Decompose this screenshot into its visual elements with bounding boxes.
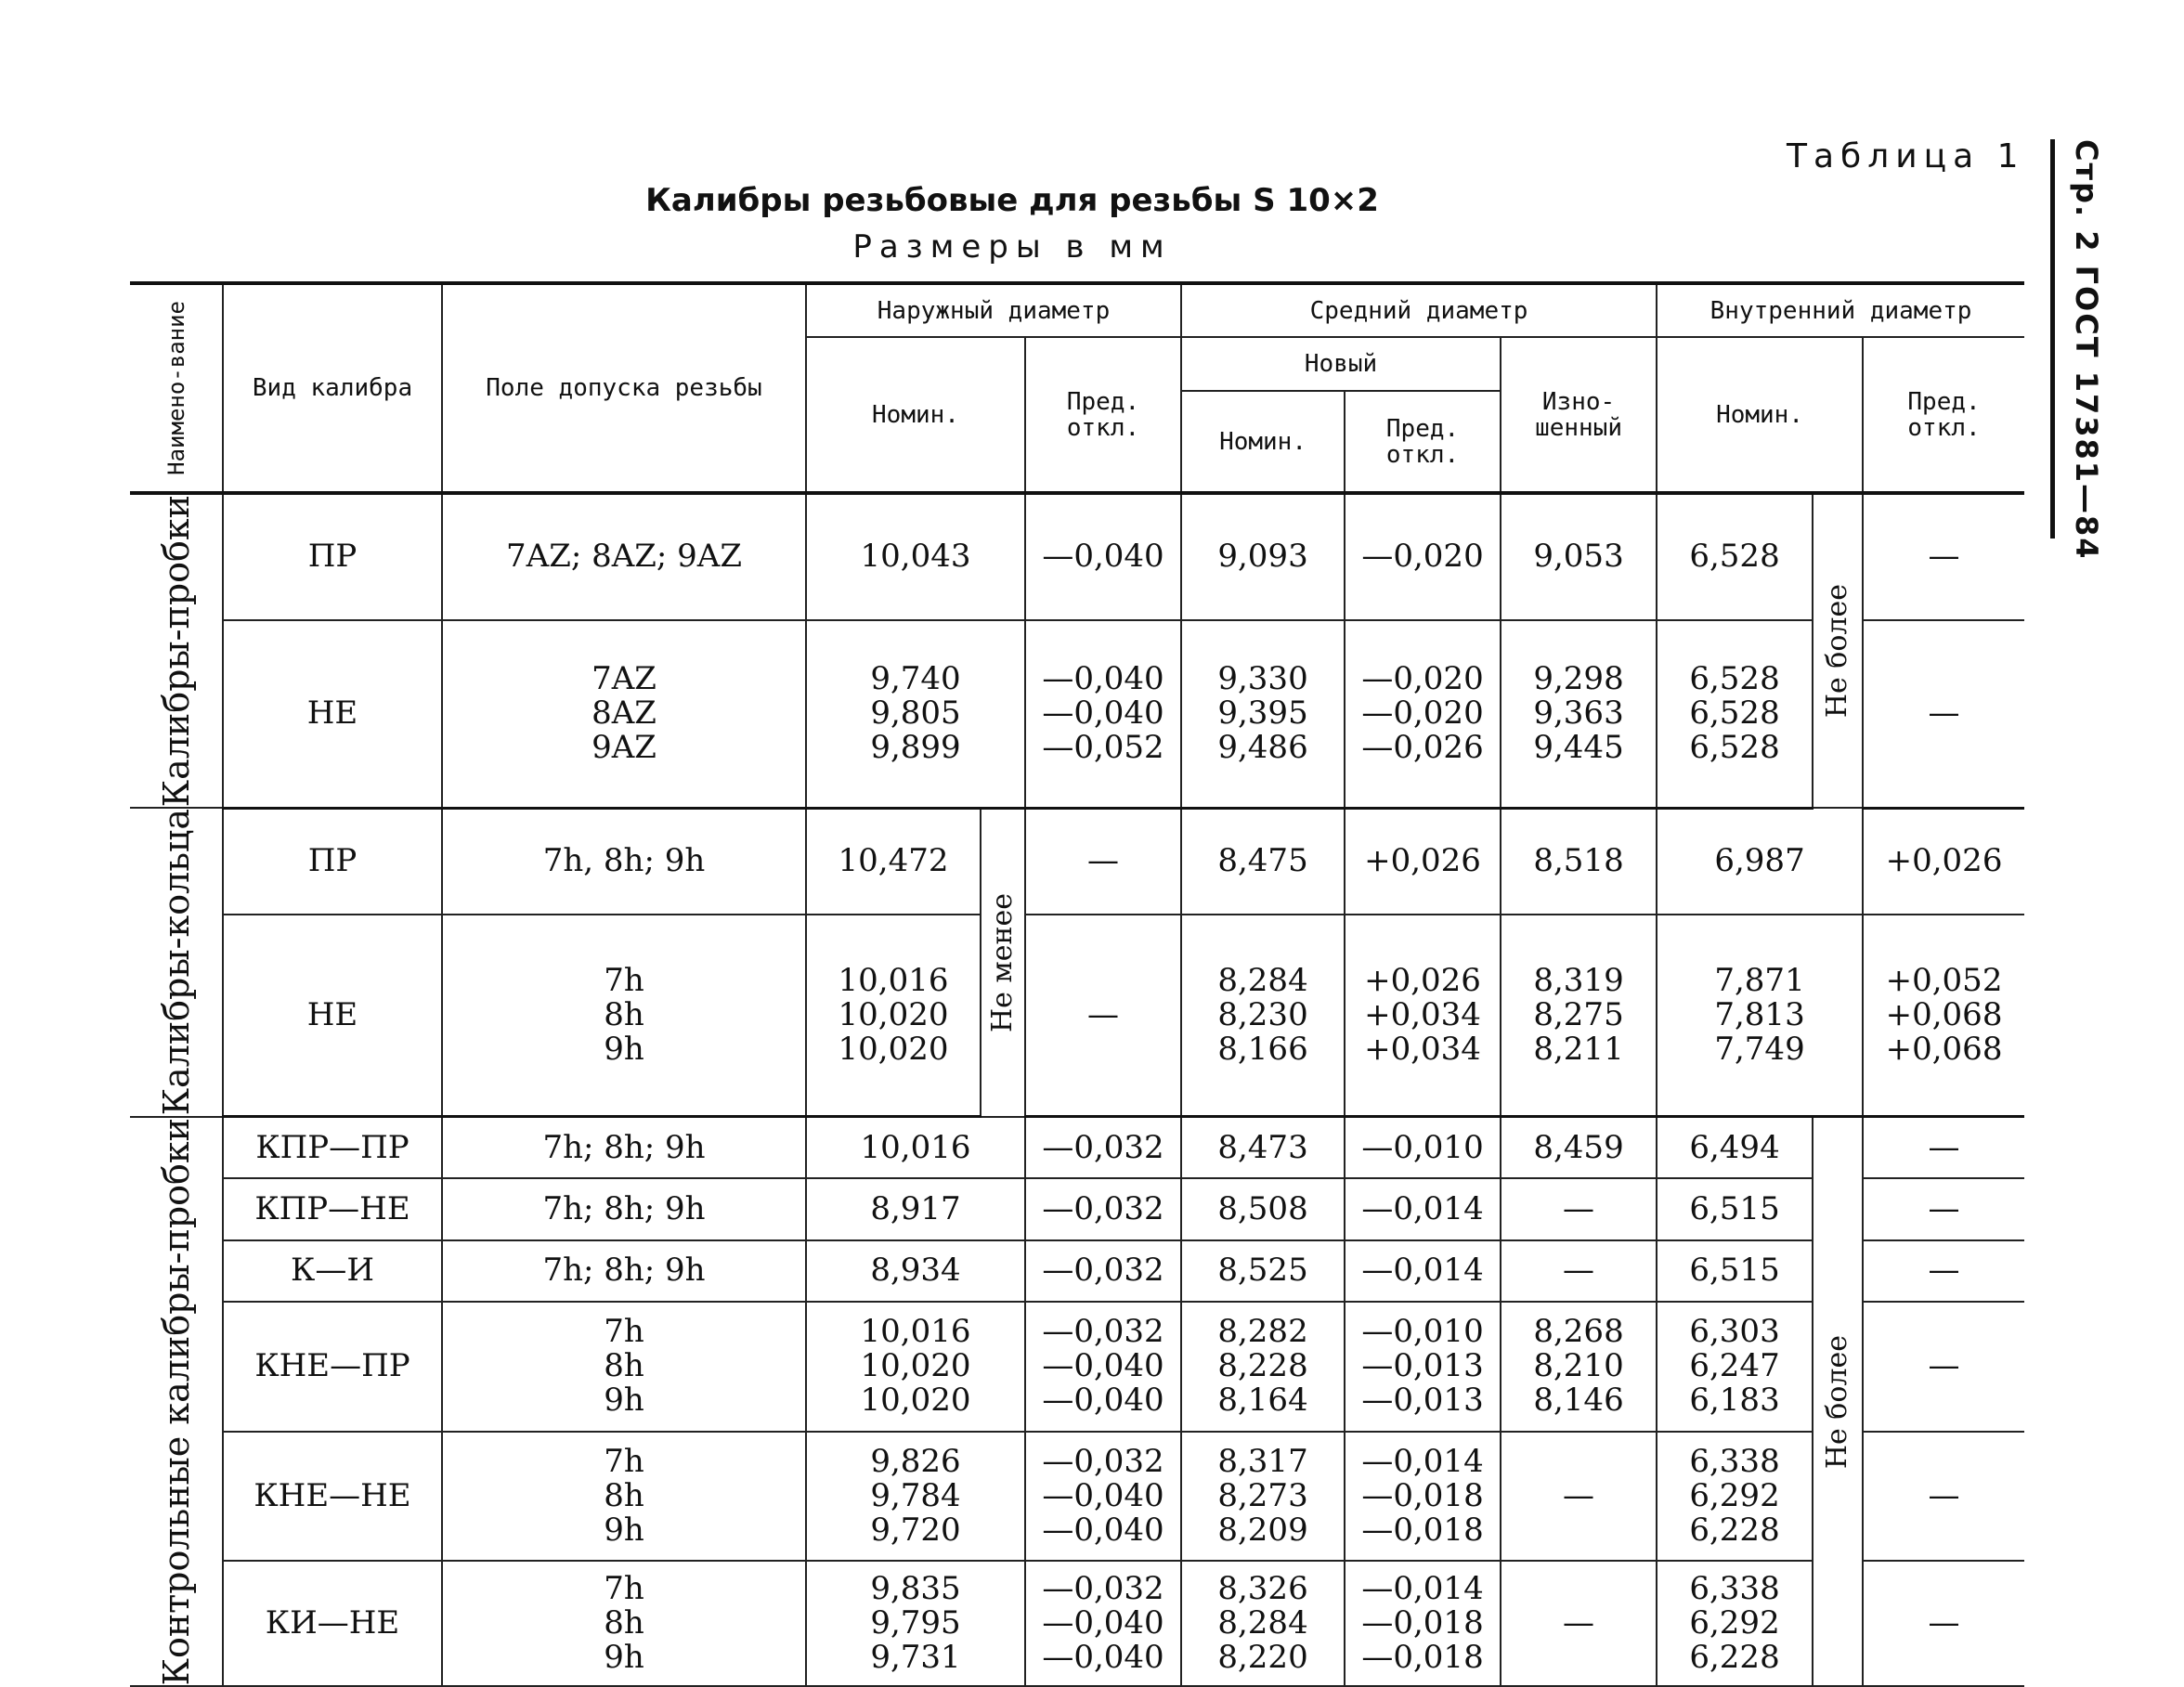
outer-nominal-value: 9,740 — [870, 660, 961, 698]
outer-deviation-cell — [1025, 620, 1181, 808]
worn-value: — — [1563, 1252, 1595, 1290]
middle-deviation-cell — [1345, 493, 1501, 620]
middle-nominal-value: 8,164 — [1217, 1382, 1308, 1420]
table-row — [130, 1240, 2024, 1302]
inner-nominal-value: 6,183 — [1689, 1382, 1780, 1420]
middle-deviation-cell — [1345, 1117, 1501, 1178]
outer-deviation-value: —0,040 — [1042, 1476, 1164, 1514]
outer-nominal-value: 10,020 — [860, 1382, 971, 1420]
middle-nominal-value: 8,525 — [1217, 1252, 1308, 1290]
inner-deviation-value: +0,068 — [1885, 996, 2003, 1034]
tolerance-cell — [442, 1178, 806, 1239]
tolerance-value: 8h — [604, 1604, 644, 1642]
outer-deviation-value: —0,032 — [1042, 1570, 1164, 1608]
middle-nominal-value: 8,284 — [1217, 962, 1308, 1000]
outer-nominal-cell — [806, 1178, 1025, 1239]
outer-nominal-value: 10,043 — [860, 538, 971, 576]
inner-nominal-cell — [1657, 808, 1863, 915]
inner-deviation-cell — [1863, 1178, 2024, 1239]
worn-value: 8,319 — [1533, 962, 1624, 1000]
tolerance-value: 7h; 8h; 9h — [542, 1252, 706, 1290]
inner-nominal-cell — [1657, 1432, 1813, 1561]
worn-value: 8,146 — [1533, 1382, 1624, 1420]
inner-nominal-value: 6,228 — [1689, 1511, 1780, 1549]
tolerance-value: 9AZ — [592, 729, 656, 767]
middle-nominal-value: 9,395 — [1217, 694, 1308, 733]
tolerance-cell — [442, 1561, 806, 1686]
inner-deviation-cell — [1863, 1432, 2024, 1561]
outer-nominal-value: 10,020 — [838, 1031, 949, 1069]
gauge-type-cell: КПР—НЕ — [223, 1178, 442, 1239]
outer-nominal-value: 10,016 — [860, 1128, 971, 1166]
inner-nominal-cell — [1657, 493, 1813, 620]
inner-nominal-cell — [1657, 1117, 1813, 1178]
worn-value: 8,211 — [1533, 1031, 1624, 1069]
inner-deviation-value: — — [1928, 1252, 1960, 1290]
middle-deviation-value: —0,018 — [1361, 1604, 1484, 1642]
middle-deviation-value: +0,026 — [1364, 842, 1481, 880]
outer-deviation-value: —0,032 — [1042, 1313, 1164, 1351]
table-row — [130, 808, 2024, 915]
inner-deviation-cell — [1863, 1561, 2024, 1686]
inner-deviation-value: — — [1928, 1189, 1960, 1227]
inner-nominal-value: 6,528 — [1689, 694, 1780, 733]
gauge-type-cell: КНЕ—НЕ — [223, 1432, 442, 1561]
worn-cell — [1501, 915, 1657, 1117]
middle-nominal-value: 9,330 — [1217, 660, 1308, 698]
middle-nominal-value: 8,230 — [1217, 996, 1308, 1034]
outer-deviation-value: —0,052 — [1042, 729, 1164, 767]
worn-value: 8,459 — [1533, 1128, 1624, 1166]
header-gauge-type: Вид калибра — [223, 283, 442, 493]
table-number: Таблица 1 — [1787, 137, 2025, 175]
outer-nominal-value: 8,917 — [870, 1189, 961, 1227]
inner-nominal-value: 6,494 — [1689, 1128, 1780, 1166]
middle-deviation-value: —0,014 — [1361, 1570, 1484, 1608]
worn-cell — [1501, 1432, 1657, 1561]
worn-value: 8,275 — [1533, 996, 1624, 1034]
outer-nominal-cell — [806, 915, 981, 1117]
outer-nominal-cell — [806, 1240, 1025, 1302]
tolerance-value: 9h — [604, 1382, 644, 1420]
inner-nominal-cell — [1657, 1302, 1813, 1431]
middle-deviation-cell — [1345, 620, 1501, 808]
table-subtitle: Размеры в мм — [852, 228, 1172, 266]
middle-nominal-value: 8,508 — [1217, 1189, 1308, 1227]
middle-deviation-value: —0,020 — [1361, 660, 1484, 698]
tolerance-value: 7h — [604, 1313, 644, 1351]
tolerance-cell — [442, 915, 806, 1117]
middle-nominal-value: 8,209 — [1217, 1511, 1308, 1549]
inner-deviation-value: +0,068 — [1885, 1031, 2003, 1069]
worn-cell — [1501, 808, 1657, 915]
outer-nominal-value: 9,731 — [870, 1639, 961, 1677]
inner-nominal-value: 6,515 — [1689, 1189, 1780, 1227]
middle-nominal-value: 8,473 — [1217, 1128, 1308, 1166]
middle-nominal-value: 8,475 — [1217, 842, 1308, 880]
middle-nominal-cell — [1181, 620, 1345, 808]
gauge-type-cell: НЕ — [223, 620, 442, 808]
worn-cell — [1501, 1302, 1657, 1431]
table-row — [130, 1561, 2024, 1686]
outer-deviation-value: — — [1087, 842, 1120, 880]
middle-nominal-cell — [1181, 915, 1345, 1117]
inner-nominal-cell — [1657, 1240, 1813, 1302]
header-middle-diameter: Средний диаметр — [1181, 283, 1657, 337]
outer-nominal-value: 9,784 — [870, 1476, 961, 1514]
worn-value: 9,363 — [1533, 694, 1624, 733]
outer-deviation-cell — [1025, 1117, 1181, 1178]
middle-deviation-value: —0,018 — [1361, 1476, 1484, 1514]
worn-cell — [1501, 493, 1657, 620]
inner-nominal-value: 6,528 — [1689, 729, 1780, 767]
tolerance-value: 9h — [604, 1639, 644, 1677]
worn-value: 9,298 — [1533, 660, 1624, 698]
middle-deviation-value: —0,014 — [1361, 1252, 1484, 1290]
inner-deviation-value: — — [1928, 694, 1960, 733]
tolerance-value: 8h — [604, 996, 644, 1034]
gauge-type-cell: НЕ — [223, 915, 442, 1117]
table-row — [130, 1178, 2024, 1239]
middle-nominal-cell — [1181, 1432, 1345, 1561]
worn-value: 9,445 — [1533, 729, 1624, 767]
middle-deviation-value: —0,010 — [1361, 1128, 1484, 1166]
outer-nominal-value: 9,720 — [870, 1511, 961, 1549]
tolerance-value: 8AZ — [592, 694, 656, 733]
middle-nominal-value: 8,284 — [1217, 1604, 1308, 1642]
middle-nominal-value: 8,317 — [1217, 1442, 1308, 1480]
note-not-more-control — [1813, 1117, 1863, 1686]
group-control-label: Контрольные калибры-пробки — [155, 1117, 197, 1686]
middle-deviation-value: +0,026 — [1364, 962, 1481, 1000]
gauge-type-cell: КИ—НЕ — [223, 1561, 442, 1686]
inner-deviation-cell — [1863, 620, 2024, 808]
outer-nominal-value: 10,016 — [860, 1313, 971, 1351]
inner-nominal-cell — [1657, 1178, 1813, 1239]
inner-deviation-cell — [1863, 1240, 2024, 1302]
middle-deviation-value: —0,013 — [1361, 1347, 1484, 1385]
outer-nominal-value: 9,826 — [870, 1442, 961, 1480]
outer-deviation-value: —0,032 — [1042, 1128, 1164, 1166]
note-not-less-label: Не менее — [986, 892, 1019, 1032]
inner-nominal-cell — [1657, 1561, 1813, 1686]
gauge-type-cell: ПР — [223, 493, 442, 620]
middle-nominal-value: 8,220 — [1217, 1639, 1308, 1677]
outer-deviation-cell — [1025, 1561, 1181, 1686]
inner-nominal-value: 6,515 — [1689, 1252, 1780, 1290]
middle-nominal-value: 8,273 — [1217, 1476, 1308, 1514]
middle-nominal-value: 8,282 — [1217, 1313, 1308, 1351]
inner-deviation-cell — [1863, 1302, 2024, 1431]
outer-nominal-cell — [806, 1432, 1025, 1561]
inner-nominal-cell — [1657, 620, 1813, 808]
worn-value: 9,053 — [1533, 538, 1624, 576]
group-control — [130, 1117, 223, 1686]
outer-deviation-cell — [1025, 915, 1181, 1117]
note-not-more-label: Не более — [1821, 584, 1854, 719]
inner-nominal-value: 7,749 — [1714, 1031, 1805, 1069]
inner-deviation-value: — — [1928, 1476, 1960, 1514]
table-row — [130, 620, 2024, 808]
outer-nominal-value: 8,934 — [870, 1252, 961, 1290]
group-rings-label: Калибры-кольца — [155, 809, 197, 1116]
outer-deviation-value: —0,040 — [1042, 694, 1164, 733]
table-row — [130, 1117, 2024, 1178]
tolerance-value: 7AZ — [592, 660, 656, 698]
middle-deviation-value: —0,026 — [1361, 729, 1484, 767]
side-page-label: Стр. 2 ГОСТ 17381—84 — [2069, 139, 2104, 561]
worn-cell — [1501, 1240, 1657, 1302]
worn-value: 8,518 — [1533, 842, 1624, 880]
outer-deviation-cell — [1025, 808, 1181, 915]
outer-nominal-cell — [806, 808, 981, 915]
outer-nominal-value: 9,805 — [870, 694, 961, 733]
header-middle-deviation: Пред. откл. — [1345, 391, 1501, 493]
tolerance-value: 7AZ; 8AZ; 9AZ — [506, 538, 742, 576]
middle-deviation-cell — [1345, 1240, 1501, 1302]
outer-deviation-value: —0,040 — [1042, 1347, 1164, 1385]
group-plugs-label: Калибры-пробки — [155, 495, 197, 808]
outer-deviation-value: —0,040 — [1042, 1604, 1164, 1642]
header-name — [130, 283, 223, 493]
header-middle-nominal: Номин. — [1181, 391, 1345, 493]
middle-nominal-cell — [1181, 808, 1345, 915]
inner-deviation-cell — [1863, 808, 2024, 915]
outer-nominal-cell — [806, 1302, 1025, 1431]
outer-deviation-cell — [1025, 1240, 1181, 1302]
gauge-dimensions-table — [130, 281, 2024, 1687]
inner-nominal-value: 6,247 — [1689, 1347, 1780, 1385]
inner-nominal-value: 7,813 — [1714, 996, 1805, 1034]
outer-deviation-value: — — [1087, 996, 1120, 1034]
worn-cell — [1501, 620, 1657, 808]
outer-deviation-cell — [1025, 1432, 1181, 1561]
worn-value: 8,268 — [1533, 1313, 1624, 1351]
outer-nominal-value: 9,835 — [870, 1570, 961, 1608]
outer-deviation-value: —0,040 — [1042, 1639, 1164, 1677]
gauge-type-cell: КНЕ—ПР — [223, 1302, 442, 1431]
note-not-more-label: Не более — [1821, 1334, 1854, 1469]
inner-nominal-cell — [1657, 915, 1863, 1117]
inner-deviation-cell — [1863, 493, 2024, 620]
middle-deviation-cell — [1345, 1561, 1501, 1686]
tolerance-cell — [442, 493, 806, 620]
outer-nominal-value: 10,472 — [838, 842, 949, 880]
inner-nominal-value: 6,338 — [1689, 1570, 1780, 1608]
middle-nominal-value: 8,166 — [1217, 1031, 1308, 1069]
outer-deviation-value: —0,032 — [1042, 1252, 1164, 1290]
inner-deviation-cell — [1863, 1117, 2024, 1178]
tolerance-cell — [442, 620, 806, 808]
gauge-type-cell: К—И — [223, 1240, 442, 1302]
middle-nominal-cell — [1181, 1561, 1345, 1686]
tolerance-cell — [442, 1240, 806, 1302]
middle-deviation-value: —0,020 — [1361, 538, 1484, 576]
group-plugs — [130, 493, 223, 808]
tolerance-value: 7h, 8h; 9h — [542, 842, 706, 880]
header-outer-deviation: Пред. откл. — [1025, 337, 1181, 493]
outer-deviation-value: —0,040 — [1042, 660, 1164, 698]
tolerance-cell — [442, 1302, 806, 1431]
middle-deviation-value: —0,014 — [1361, 1442, 1484, 1480]
middle-nominal-cell — [1181, 1117, 1345, 1178]
inner-nominal-value: 7,871 — [1714, 962, 1805, 1000]
middle-deviation-cell — [1345, 808, 1501, 915]
tolerance-cell — [442, 1432, 806, 1561]
outer-deviation-value: —0,032 — [1042, 1442, 1164, 1480]
note-not-more-plugs — [1813, 493, 1863, 808]
header-outer-nominal: Номин. — [806, 337, 1025, 493]
tolerance-cell — [442, 808, 806, 915]
outer-nominal-cell — [806, 493, 1025, 620]
worn-value: 8,210 — [1533, 1347, 1624, 1385]
header-inner-nominal: Номин. — [1657, 337, 1863, 493]
table-row — [130, 493, 2024, 620]
note-not-less-rings — [981, 808, 1025, 1116]
outer-nominal-value: 9,795 — [870, 1604, 961, 1642]
middle-deviation-cell — [1345, 1302, 1501, 1431]
worn-cell — [1501, 1117, 1657, 1178]
inner-deviation-value: — — [1928, 1347, 1960, 1385]
outer-deviation-value: —0,040 — [1042, 538, 1164, 576]
outer-deviation-value: —0,032 — [1042, 1189, 1164, 1227]
outer-nominal-value: 10,020 — [860, 1347, 971, 1385]
middle-nominal-value: 8,326 — [1217, 1570, 1308, 1608]
outer-nominal-cell — [806, 1561, 1025, 1686]
header-worn: Изно-шенный — [1501, 337, 1657, 493]
outer-nominal-cell — [806, 620, 1025, 808]
inner-nominal-value: 6,292 — [1689, 1476, 1780, 1514]
middle-deviation-cell — [1345, 1178, 1501, 1239]
worn-value: — — [1563, 1189, 1595, 1227]
tolerance-value: 7h — [604, 962, 644, 1000]
inner-deviation-value: — — [1928, 1128, 1960, 1166]
header-name-label: Наимено-вание — [162, 301, 189, 475]
inner-nominal-value: 6,303 — [1689, 1313, 1780, 1351]
inner-deviation-value: +0,052 — [1885, 962, 2003, 1000]
outer-deviation-value: —0,040 — [1042, 1511, 1164, 1549]
inner-deviation-value: — — [1928, 538, 1960, 576]
middle-deviation-value: —0,018 — [1361, 1511, 1484, 1549]
tolerance-cell — [442, 1117, 806, 1178]
middle-deviation-value: +0,034 — [1364, 996, 1481, 1034]
outer-nominal-value: 9,899 — [870, 729, 961, 767]
inner-nominal-value: 6,987 — [1714, 842, 1805, 880]
outer-nominal-cell — [806, 1117, 1025, 1178]
worn-cell — [1501, 1561, 1657, 1686]
middle-deviation-value: —0,018 — [1361, 1639, 1484, 1677]
middle-deviation-value: —0,020 — [1361, 694, 1484, 733]
middle-deviation-value: +0,034 — [1364, 1031, 1481, 1069]
header-inner-diameter: Внутренний диаметр — [1657, 283, 2024, 337]
inner-nominal-value: 6,292 — [1689, 1604, 1780, 1642]
header-tolerance-field: Поле допуска резьбы — [442, 283, 806, 493]
middle-nominal-cell — [1181, 493, 1345, 620]
outer-nominal-value: 10,020 — [838, 996, 949, 1034]
header-outer-diameter: Наружный диаметр — [806, 283, 1181, 337]
table-row — [130, 915, 2024, 1117]
middle-nominal-cell — [1181, 1302, 1345, 1431]
tolerance-value: 8h — [604, 1476, 644, 1514]
worn-cell — [1501, 1178, 1657, 1239]
middle-nominal-cell — [1181, 1178, 1345, 1239]
worn-value: — — [1563, 1604, 1595, 1642]
table-row — [130, 1432, 2024, 1561]
middle-deviation-cell — [1345, 1432, 1501, 1561]
gauge-type-cell: ПР — [223, 808, 442, 915]
group-rings — [130, 808, 223, 1116]
middle-nominal-cell — [1181, 1240, 1345, 1302]
middle-nominal-value: 9,093 — [1217, 538, 1308, 576]
inner-nominal-value: 6,528 — [1689, 538, 1780, 576]
inner-nominal-value: 6,338 — [1689, 1442, 1780, 1480]
middle-nominal-value: 9,486 — [1217, 729, 1308, 767]
header-new: Новый — [1181, 337, 1501, 391]
tolerance-value: 7h; 8h; 9h — [542, 1128, 706, 1166]
middle-nominal-value: 8,228 — [1217, 1347, 1308, 1385]
table-row — [130, 1302, 2024, 1431]
table-title: Калибры резьбовые для резьбы S 10×2 — [645, 182, 1379, 219]
middle-deviation-value: —0,013 — [1361, 1382, 1484, 1420]
tolerance-value: 8h — [604, 1347, 644, 1385]
tolerance-value: 9h — [604, 1031, 644, 1069]
outer-nominal-value: 10,016 — [838, 962, 949, 1000]
outer-deviation-value: —0,040 — [1042, 1382, 1164, 1420]
tolerance-value: 9h — [604, 1511, 644, 1549]
inner-nominal-value: 6,228 — [1689, 1639, 1780, 1677]
gauge-type-cell: КПР—ПР — [223, 1117, 442, 1178]
outer-deviation-cell — [1025, 1302, 1181, 1431]
inner-deviation-value: — — [1928, 1604, 1960, 1642]
inner-deviation-value: +0,026 — [1885, 842, 2003, 880]
outer-deviation-cell — [1025, 1178, 1181, 1239]
outer-deviation-cell — [1025, 493, 1181, 620]
middle-deviation-value: —0,010 — [1361, 1313, 1484, 1351]
tolerance-value: 7h; 8h; 9h — [542, 1189, 706, 1227]
tolerance-value: 7h — [604, 1442, 644, 1480]
tolerance-value: 7h — [604, 1570, 644, 1608]
inner-nominal-value: 6,528 — [1689, 660, 1780, 698]
middle-deviation-cell — [1345, 915, 1501, 1117]
inner-deviation-cell — [1863, 915, 2024, 1117]
middle-deviation-value: —0,014 — [1361, 1189, 1484, 1227]
header-inner-deviation: Пред. откл. — [1863, 337, 2024, 493]
worn-value: — — [1563, 1476, 1595, 1514]
